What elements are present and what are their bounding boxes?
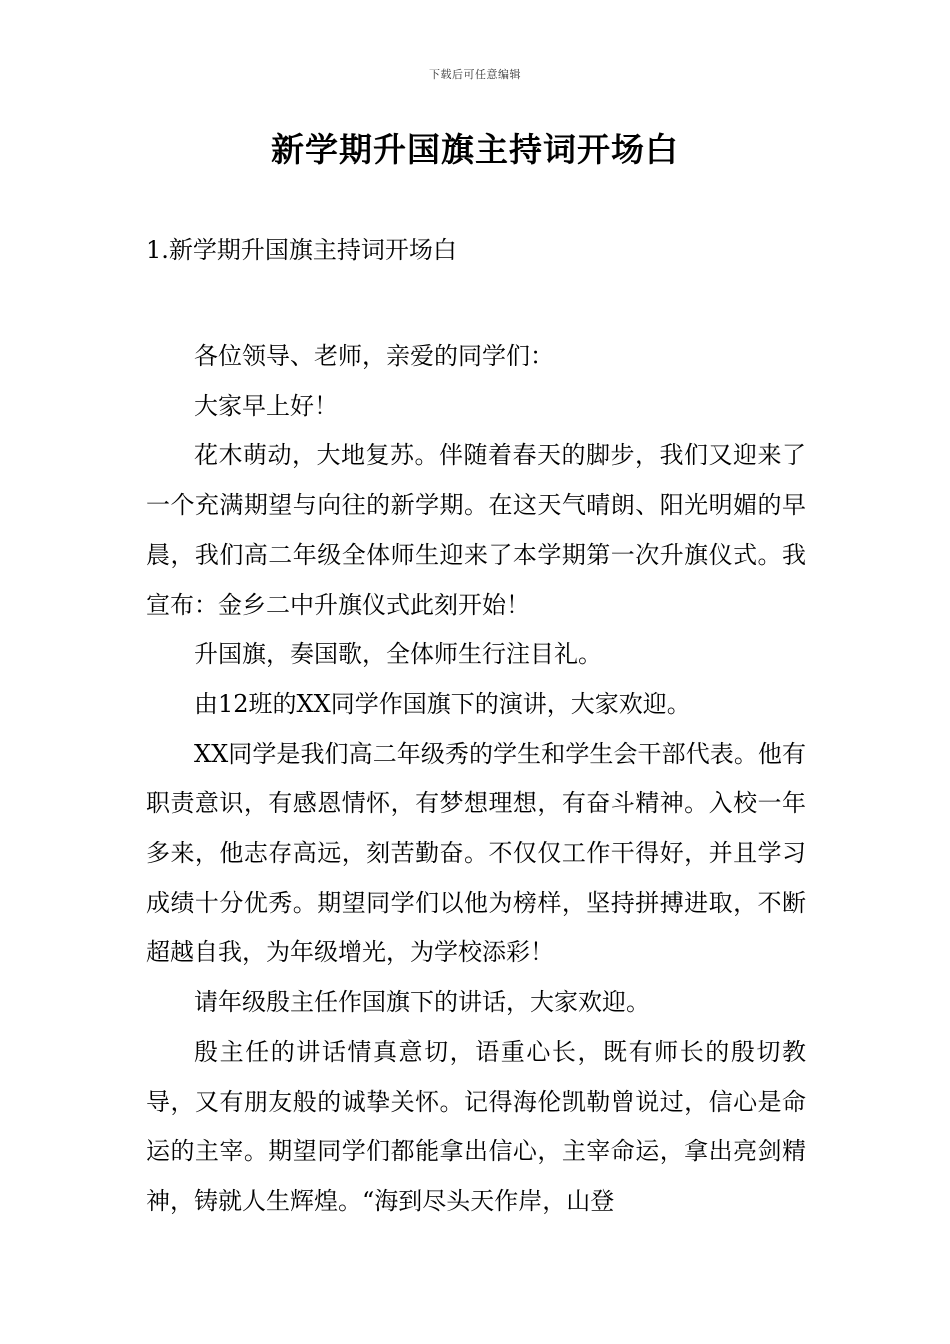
paragraph-student-praise: XX同学是我们高二年级秀的学生和学生会干部代表。他有职责意识，有感恩情怀，有梦想理想，有奋斗精神。入校一年多来，他志存高远，刻苦勤奋。不仅仅工作干得好，并且学习成绩十分优秀。期望同学们以他为榜样，坚持拼搏进取，不断超越自我，为年级增光，为学校添彩！: [146, 739, 806, 967]
paragraph-director-intro: 请年级殷主任作国旗下的讲话，大家欢迎。: [194, 988, 650, 1017]
paragraph-greeting: 各位领导、老师，亲爱的同学们：: [194, 342, 554, 370]
section-heading: 1.新学期升国旗主持词开场白: [146, 236, 457, 264]
paragraph-good-morning: 大家早上好！: [194, 391, 338, 420]
document-body: [146, 332, 806, 1227]
document-title: 新学期升国旗主持词开场白: [271, 130, 679, 169]
paragraph-flag-raising: 升国旗，奏国歌，全体师生行注目礼。: [194, 640, 602, 669]
header-note: 下载后可任意编辑: [429, 68, 521, 81]
paragraph-opening: 花木萌动，大地复苏。伴随着春天的脚步，我们又迎来了一个充满期望与向往的新学期。在这天气晴朗、阳光明媚的早晨，我们高二年级全体师生迎来了本学期第一次升旗仪式。我宣布：金乡二中升旗仪式此刻开始！: [146, 441, 806, 619]
paragraph-director-summary: 殷主任的讲话情真意切，语重心长，既有师长的殷切教导，又有朋友般的诚挚关怀。记得海伦凯勒曾说过，信心是命运的主宰。期望同学们都能拿出信心，主宰命运，拿出亮剑精神，铸就人生辉煌。“海到尽头天作岸，山登: [146, 1037, 806, 1215]
paragraph-speech-intro: 由12班的XX同学作国旗下的演讲，大家欢迎。: [194, 689, 691, 718]
